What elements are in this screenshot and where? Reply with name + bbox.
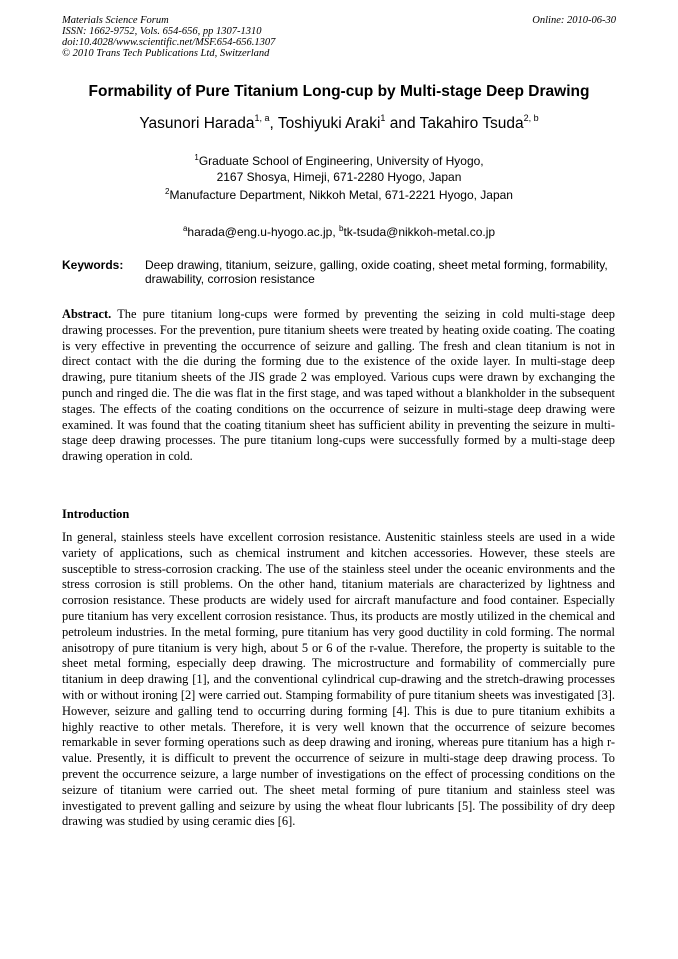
affiliation-text: Graduate School of Engineering, University of Hyogo, — [198, 154, 484, 168]
keywords-text: Deep drawing, titanium, seizure, galling, oxide coating, sheet metal forming, formability, drawability, corrosion resistance — [145, 258, 608, 286]
email-link[interactable]: tk-tsuda@nikkoh-metal.co.jp — [343, 225, 496, 239]
abstract-text: The pure titanium long-cups were formed by preventing the seizing in cold multi-stage deep drawing processes. For the prevention, pure titanium sheets were treated by heating oxide coating. The coating is very effective in preventing the occurrence of seizure and galling. The fresh and clean titanium is not in direct contact with the die during the forming due to the existence of the oxide layer. In multi-stage deep drawing, pure titanium sheets of the JIS grade 2 was employed. Various cups were drawn by exchanging the punch and ringed die. The die was flat in the first stage, and was taped without a blankholder in the subsequent stages. The effects of the coating conditions on the occurrence of seizure in multi-stage deep drawing were examined. It was found that the coating titanium sheet has sufficient ability in preventing the seizure in multi-stage deep drawing processes. The pure titanium long-cups were successfully formed by a multi-stage deep drawing operation in cold. — [62, 307, 615, 464]
affiliation-mark: 2 — [165, 187, 170, 196]
author-affiliation-mark: 1 — [380, 113, 386, 123]
email-mark: b — [339, 224, 344, 233]
affiliation-text: Manufacture Department, Nikkoh Metal, 671-2221 Hyogo, Japan — [169, 188, 513, 202]
author-list — [40, 113, 638, 133]
affiliation-mark: 1 — [194, 153, 199, 162]
author-name: Takahiro Tsuda — [419, 115, 524, 132]
issn-line: ISSN: 1662-9752, Vols. 654-656, pp 1307-1310 — [62, 26, 262, 37]
email-mark: a — [182, 224, 188, 233]
author-affiliation-mark: 1, a — [254, 113, 270, 123]
online-date: Online: 2010-06-30 — [532, 15, 616, 26]
keywords-label: Keywords: — [62, 258, 124, 272]
affiliation-1 — [40, 150, 638, 185]
journal-name: Materials Science Forum — [62, 15, 169, 26]
author-affiliation-mark: 2, b — [523, 113, 539, 123]
affiliation-address: 2167 Shosya, Himeji, 671-2280 Hyogo, Japan — [216, 170, 462, 184]
author-separator: and — [385, 115, 420, 132]
doi-line: doi:10.4028/www.scientific.net/MSF.654-656.1307 — [62, 37, 276, 48]
author-emails — [40, 221, 638, 240]
abstract-paragraph — [62, 307, 615, 465]
abstract-label: Abstract. — [62, 307, 112, 321]
copyright-line: © 2010 Trans Tech Publications Ltd, Switzerland — [62, 48, 270, 59]
journal-header — [62, 15, 275, 59]
author-name: Toshiyuki Araki — [277, 115, 381, 132]
paper-title: Formability of Pure Titanium Long-cup by Multi-stage Deep Drawing — [88, 83, 590, 100]
author-name: Yasunori Harada — [139, 115, 255, 132]
affiliation-2 — [40, 184, 638, 203]
email-link[interactable]: harada@eng.u-hyogo.ac.jp, — [187, 225, 340, 239]
author-separator: , — [269, 115, 278, 132]
section-heading-introduction: Introduction — [62, 507, 130, 521]
introduction-paragraph: In general, stainless steels have excellent corrosion resistance. Austenitic stainless steels are used in a wide variety of applications, such as chemical instrument and kitchen accessories. However, these steels are susceptible to stress-corrosion cracking. The use of the stainless steel under the oceanic environments and the stress corrosion is still problems. On the other hand, titanium materials are characterized by lightness and corrosion resistance. These products are widely used for aircraft manufacture and food container. Especially pure titanium has very excellent corrosion resistance. Thus, its products are mostly utilized in the chemical and petroleum industries. In the metal forming, pure titanium has very good ductility in cold forming. The normal anisotropy of pure titanium is very high, about 5 or 6 of the r-value. Therefore, the property is suitable to the sheet metal forming, especially deep drawing. The microstructure and formability of commercially pure titanium in deep drawing [1], and the conventional cylindrical cup-drawing and the stretch-drawing processes with or without ironing [2] were carried out. Stamping formability of pure titanium sheets was investigated [3]. However, seizure and galling tend to occurring during forming [4]. This is due to pure titanium exhibits a highly reactive to other metals. Therefore, it is very well known that the occurrence of seizure becomes remarkable in sever forming operations such as deep drawing and ironing, whereas pure titanium has a high r-value. Presently, it is difficult to prevent the occurrence of seizure in multi-stage deep drawing process. To prevent the occurrence seizure, a large number of investigations on the effect of processing conditions on the seizure of titanium were carried out. The sheet metal forming of pure titanium and stainless steel was investigated to prevent galling and seizure by using the wheat flour lubricants [5]. The possibility of dry deep drawing was studied by using ceramic dies [6]. — [62, 530, 615, 829]
